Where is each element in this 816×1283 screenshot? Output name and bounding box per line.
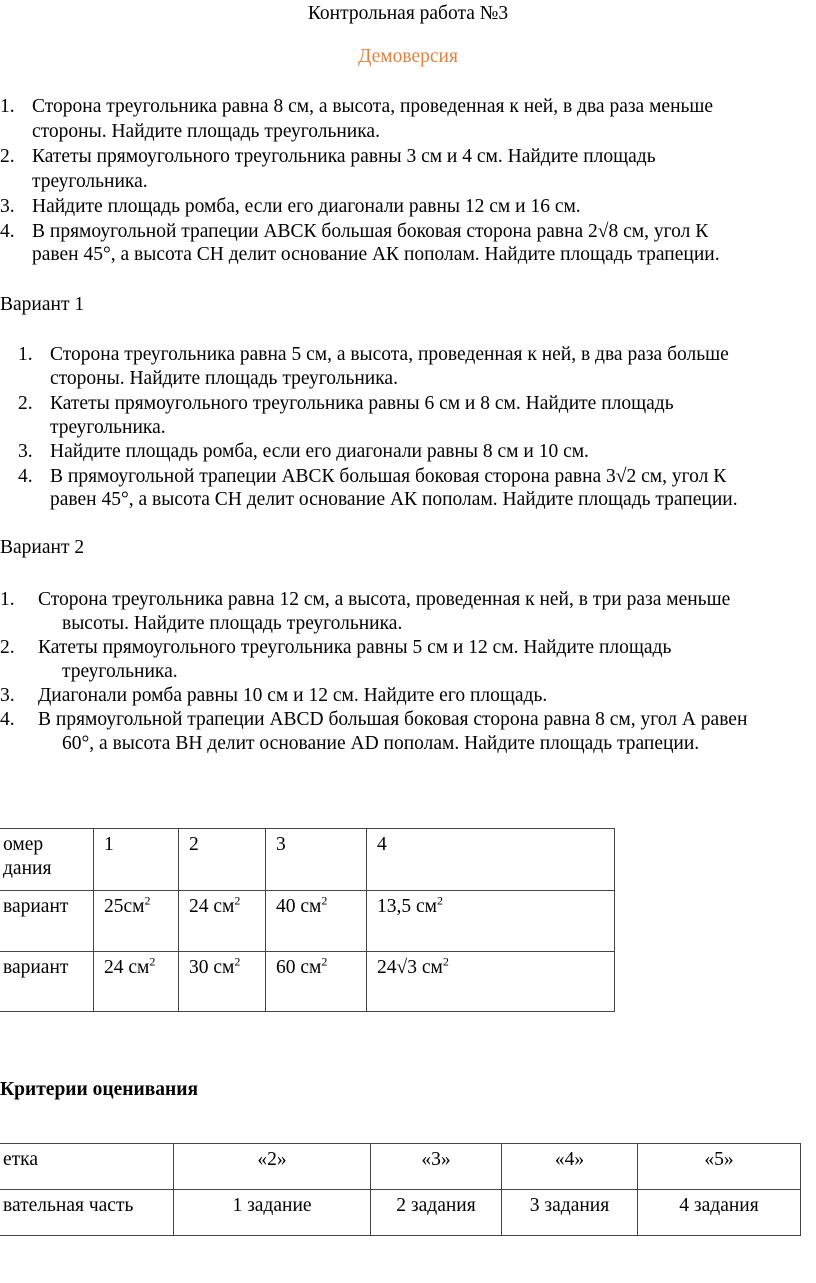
task-number: 1. <box>18 344 33 365</box>
task-text: Сторона треугольника равна 8 см, а высота, проведенная к ней, в два раза меньше <box>32 96 714 117</box>
superscript: 2 <box>234 954 241 969</box>
task-text: равен 45°, а высота СН делит основание АК пополам. Найдите площадь трапеции. <box>32 244 720 265</box>
table-cell: «3» <box>371 1144 502 1190</box>
criteria-heading: Критерии оценивания <box>0 1079 199 1100</box>
header-text: дания <box>3 858 52 879</box>
task-text: Сторона треугольника равна 12 см, а высота, проведенная к ней, в три раза меньше <box>38 589 731 610</box>
table-cell: етка <box>0 1144 174 1190</box>
task-text: 60°, а высота ВН делит основание AD пополам. Найдите площадь трапеции. <box>62 733 700 754</box>
answer-value: 24√3 см <box>377 957 443 978</box>
table-cell <box>266 952 367 1012</box>
task-text: В прямоугольной трапеции ABCD большая боковая сторона равна 8 см, угол А равен <box>38 709 748 730</box>
answer-value: 24 см <box>189 896 235 917</box>
table-cell: 2 задания <box>371 1190 502 1236</box>
task-text: Катеты прямоугольного треугольника равны 3 см и 4 см. Найдите площадь <box>32 146 656 167</box>
task-text: треугольника. <box>50 417 166 438</box>
page-subtitle: Демоверсия <box>358 46 458 67</box>
superscript: 2 <box>234 893 241 908</box>
task-number: 4. <box>18 466 33 487</box>
task-number: 3. <box>18 441 33 462</box>
table-cell: 2 <box>179 829 266 891</box>
table-cell: вариант <box>0 952 94 1012</box>
table-cell: 4 <box>367 829 615 891</box>
superscript: 2 <box>144 893 151 908</box>
page-title: Контрольная работа №3 <box>307 3 509 24</box>
task-number: 1. <box>0 589 15 610</box>
task-number: 1. <box>0 96 15 117</box>
answer-value: 60 см <box>276 957 322 978</box>
task-number: 4. <box>0 221 15 242</box>
table-cell: 3 <box>266 829 367 891</box>
variant2-heading: Вариант 2 <box>0 537 85 558</box>
task-text: Найдите площадь ромба, если его диагонали равны 8 см и 10 см. <box>50 441 589 462</box>
table-cell: 1 задание <box>174 1190 371 1236</box>
criteria-table <box>0 1143 801 1236</box>
superscript: 2 <box>321 954 328 969</box>
answer-value: 24 см <box>104 957 150 978</box>
table-cell: 3 задания <box>502 1190 638 1236</box>
task-text: стороны. Найдите площадь треугольника. <box>50 368 398 389</box>
task-text: Найдите площадь ромба, если его диагонали равны 12 см и 16 см. <box>32 196 581 217</box>
table-cell <box>367 891 615 952</box>
task-number: 4. <box>0 709 15 730</box>
task-text: Катеты прямоугольного треугольника равны 6 см и 8 см. Найдите площадь <box>50 393 674 414</box>
table-cell: вательная часть <box>0 1190 174 1236</box>
table-cell <box>179 952 266 1012</box>
task-number: 3. <box>0 196 15 217</box>
variant1-heading: Вариант 1 <box>0 294 85 315</box>
table-cell <box>367 952 615 1012</box>
task-number: 2. <box>0 146 15 167</box>
table-cell: «5» <box>638 1144 801 1190</box>
superscript: 2 <box>321 893 328 908</box>
table-row <box>0 1190 801 1236</box>
answers-table <box>0 828 615 1012</box>
table-cell <box>266 891 367 952</box>
superscript: 2 <box>149 954 156 969</box>
superscript: 2 <box>437 893 443 908</box>
task-text: Диагонали ромба равны 10 см и 12 см. Найдите его площадь. <box>38 685 548 706</box>
table-row <box>0 952 615 1012</box>
task-number: 2. <box>0 637 15 658</box>
superscript: 2 <box>442 954 449 969</box>
task-text: треугольника. <box>62 661 178 682</box>
table-cell <box>0 829 94 891</box>
task-text: Сторона треугольника равна 5 см, а высота, проведенная к ней, в два раза больше <box>50 344 729 365</box>
answer-value: 40 см <box>276 896 322 917</box>
task-text: В прямоугольной трапеции АВСК большая боковая сторона равна 2√8 см, угол К <box>32 221 709 242</box>
answer-value: 13,5 см <box>377 896 437 917</box>
answer-value: 30 см <box>189 957 235 978</box>
task-text: В прямоугольной трапеции АВСК большая боковая сторона равна 3√2 см, угол К <box>50 466 727 487</box>
task-number: 2. <box>18 393 33 414</box>
task-number: 3. <box>0 685 15 706</box>
table-row <box>0 1144 801 1190</box>
task-text: Катеты прямоугольного треугольника равны 5 см и 12 см. Найдите площадь <box>38 637 672 658</box>
table-row <box>0 829 615 891</box>
table-cell: вариант <box>0 891 94 952</box>
task-text: высоты. Найдите площадь треугольника. <box>62 613 403 634</box>
table-cell <box>94 891 179 952</box>
table-cell: 1 <box>94 829 179 891</box>
table-cell: 4 задания <box>638 1190 801 1236</box>
task-text: стороны. Найдите площадь треугольника. <box>32 121 380 142</box>
header-text: омер <box>3 834 44 855</box>
table-cell: «2» <box>174 1144 371 1190</box>
table-cell <box>179 891 266 952</box>
answer-value: 25см <box>104 896 145 917</box>
task-text: треугольника. <box>32 171 148 192</box>
table-cell <box>94 952 179 1012</box>
table-cell: «4» <box>502 1144 638 1190</box>
task-text: равен 45°, а высота СН делит основание АК пополам. Найдите площадь трапеции. <box>50 489 738 510</box>
table-row <box>0 891 615 952</box>
